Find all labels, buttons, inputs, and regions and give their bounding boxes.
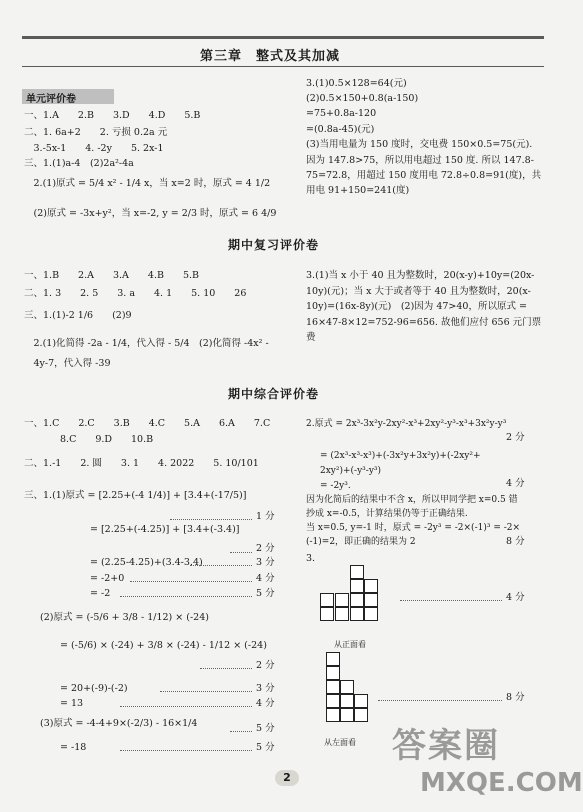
score: 4 分	[256, 698, 275, 709]
score: 3 分	[256, 557, 275, 568]
comp-calc-7: = (-5/6) × (-24) + 3/8 × (-24) - 1/12 × (-24)	[60, 640, 267, 651]
header-rule-bottom	[22, 66, 544, 67]
comp-right-3: 2xy²)+(-y³-y³)	[320, 466, 382, 476]
chapter-line-2: 二、1. 6a+2 2. 亏损 0.2a 元	[24, 127, 168, 138]
watermark-url: MXQE.COM	[420, 768, 583, 798]
comp-mc-line-1: 一、1.C 2.C 3.B 4.C 5.A 6.A 7.C	[24, 418, 271, 429]
header-rule	[22, 36, 544, 39]
comp-right-5: 因为化简后的结果中不含 x，所以甲同学把 x=0.5 错	[306, 495, 518, 505]
review-line-4: 2.(1)化简得 -2a - 1/4，代入得 - 5/4 (2)化简得 -4x² -	[24, 338, 269, 349]
score: 2 分	[506, 432, 525, 443]
chapter-right-3: =75+0.8a-120	[306, 108, 377, 119]
leader	[170, 519, 252, 520]
score: 8 分	[506, 536, 525, 547]
score: 5 分	[256, 588, 275, 599]
review-line-3: 三、1.(1)-2 1/6 (2)9	[24, 310, 132, 321]
chapter-right-1: 3.(1)0.5×128=64(元)	[306, 78, 407, 89]
page-number: 2	[275, 770, 299, 786]
review-line-2: 二、1. 3 2. 5 3. a 4. 1 5. 10 26	[24, 288, 247, 299]
front-view-label: 从正面看	[334, 640, 366, 649]
leader	[190, 565, 252, 566]
leader	[230, 731, 252, 732]
comp-calc-11: = -18	[60, 742, 87, 753]
chapter-right-7: 75=72.8，用超过 150 度用电 72.8÷0.8=91(度)，共	[306, 170, 542, 181]
comp-right-2: = (2x³-x³-x³)+(-3x²y+3x²y)+(-2xy²+	[320, 451, 481, 461]
chapter-right-4: =(0.8a-45)(元)	[306, 124, 375, 135]
leader	[200, 668, 252, 669]
chapter-line-3: 3.-5x-1 4. -2y 5. 2x-1	[24, 143, 164, 154]
comp-calc-5: = -2	[90, 588, 111, 599]
midterm-comprehensive-title: 期中综合评价卷	[228, 387, 320, 401]
score: 2 分	[256, 543, 275, 554]
leader	[230, 552, 252, 553]
chapter-right-5: (3)当用电量为 150 度时，交电费 150×0.5=75(元).	[306, 139, 533, 150]
comp-calc-3: = (2.25-4.25)+(3.4-3.4)	[90, 557, 203, 568]
leader	[120, 706, 252, 707]
review-line-1: 一、1.B 2.A 3.A 4.B 5.B	[24, 270, 199, 281]
score: 8 分	[506, 692, 525, 703]
comp-calc-10: (3)原式 = -4-4+9×(-2/3) - 16×1/4	[40, 718, 198, 729]
chapter-right-8: 用电 91+150=241(度)	[306, 185, 410, 196]
comp-calc-1: 三、1.(1)原式 = [2.25+(-4 1/4)] + [3.4+(-17/5)]	[24, 490, 247, 501]
review-right-1: 3.(1)当 x 小于 40 且为整数时，20(x-y)+10y=(20x-	[306, 270, 535, 281]
comp-right-1: 2.原式 = 2x³-3x²y-2xy²-x³+2xy²-y³-x³+3x²y-y³	[306, 419, 507, 429]
chapter-line-1: 一、1.A 2.B 3.D 4.D 5.B	[24, 110, 201, 121]
score: 4 分	[256, 573, 275, 584]
unit-label: 单元评价卷	[26, 94, 76, 105]
score: 5 分	[256, 723, 275, 734]
left-view-label: 从左面看	[324, 738, 356, 747]
score: 4 分	[506, 592, 525, 603]
comp-calc-2: = [2.25+(-4.25)] + [3.4+(-3.4)]	[90, 524, 240, 535]
comp-right-6: 抄成 x=-0.5，计算结果仍等于正确结果.	[306, 509, 468, 519]
chapter-right-2: (2)0.5×150+0.8(a-150)	[306, 93, 419, 104]
comp-fill-line: 二、1.-1 2. 圆 3. 1 4. 2022 5. 10/101	[24, 458, 259, 469]
score: 1 分	[256, 511, 275, 522]
chapter-right-6: 因为 147.8>75，所以用电超过 150 度. 所以 147.8-	[306, 155, 534, 166]
comp-calc-4: = -2+0	[90, 573, 125, 584]
score: 2 分	[256, 660, 275, 671]
review-right-3: 10y)=(16x-8y)(元) (2)因为 47>40，所以原式 =	[306, 301, 527, 312]
score: 3 分	[256, 683, 275, 694]
score: 4 分	[506, 478, 525, 489]
review-right-2: 10y)(元)；当 x 大于或者等于 40 且为整数时，20(x-	[306, 286, 531, 297]
comp-mc-line-2: 8.C 9.D 10.B	[60, 434, 154, 445]
comp-calc-8: = 20+(-9)-(-2)	[60, 683, 128, 694]
chapter-line-4: 三、1.(1)a-4 (2)2a²-4a	[24, 158, 134, 169]
leader	[120, 596, 252, 597]
review-right-4: 16×47-8×12=752-96=656. 故他们应付 656 元门票	[306, 317, 542, 328]
watermark-logo: 答案圈	[392, 726, 500, 766]
leader	[120, 750, 252, 751]
leader	[400, 600, 502, 601]
chapter-line-6: (2)原式 = -3x+y²，当 x=-2, y = 2/3 时，原式 = 6 4/9	[24, 208, 277, 219]
comp-right-8: (-1)=2，即正确的结果为 2	[306, 537, 416, 547]
comp-right-4: = -2y³.	[320, 481, 351, 491]
review-line-5: 4y-7，代入得 -39	[24, 358, 111, 369]
chapter-title: 第三章 整式及其加减	[200, 49, 341, 64]
chapter-line-5: 2.(1)原式 = 5/4 x² - 1/4 x，当 x=2 时，原式 = 4 1/2	[24, 178, 271, 189]
comp-calc-6: (2)原式 = (-5/6 + 3/8 - 1/12) × (-24)	[40, 612, 209, 623]
leader	[160, 691, 252, 692]
comp-calc-9: = 13	[60, 698, 84, 709]
comp-right-9: 3.	[306, 553, 316, 564]
score: 5 分	[256, 742, 275, 753]
comp-right-7: 当 x=0.5, y=-1 时，原式 = -2y³ = -2×(-1)³ = -2×	[306, 523, 521, 533]
review-right-5: 费	[306, 332, 316, 343]
midterm-review-title: 期中复习评价卷	[228, 238, 320, 252]
leader	[378, 700, 502, 701]
leader	[130, 581, 252, 582]
